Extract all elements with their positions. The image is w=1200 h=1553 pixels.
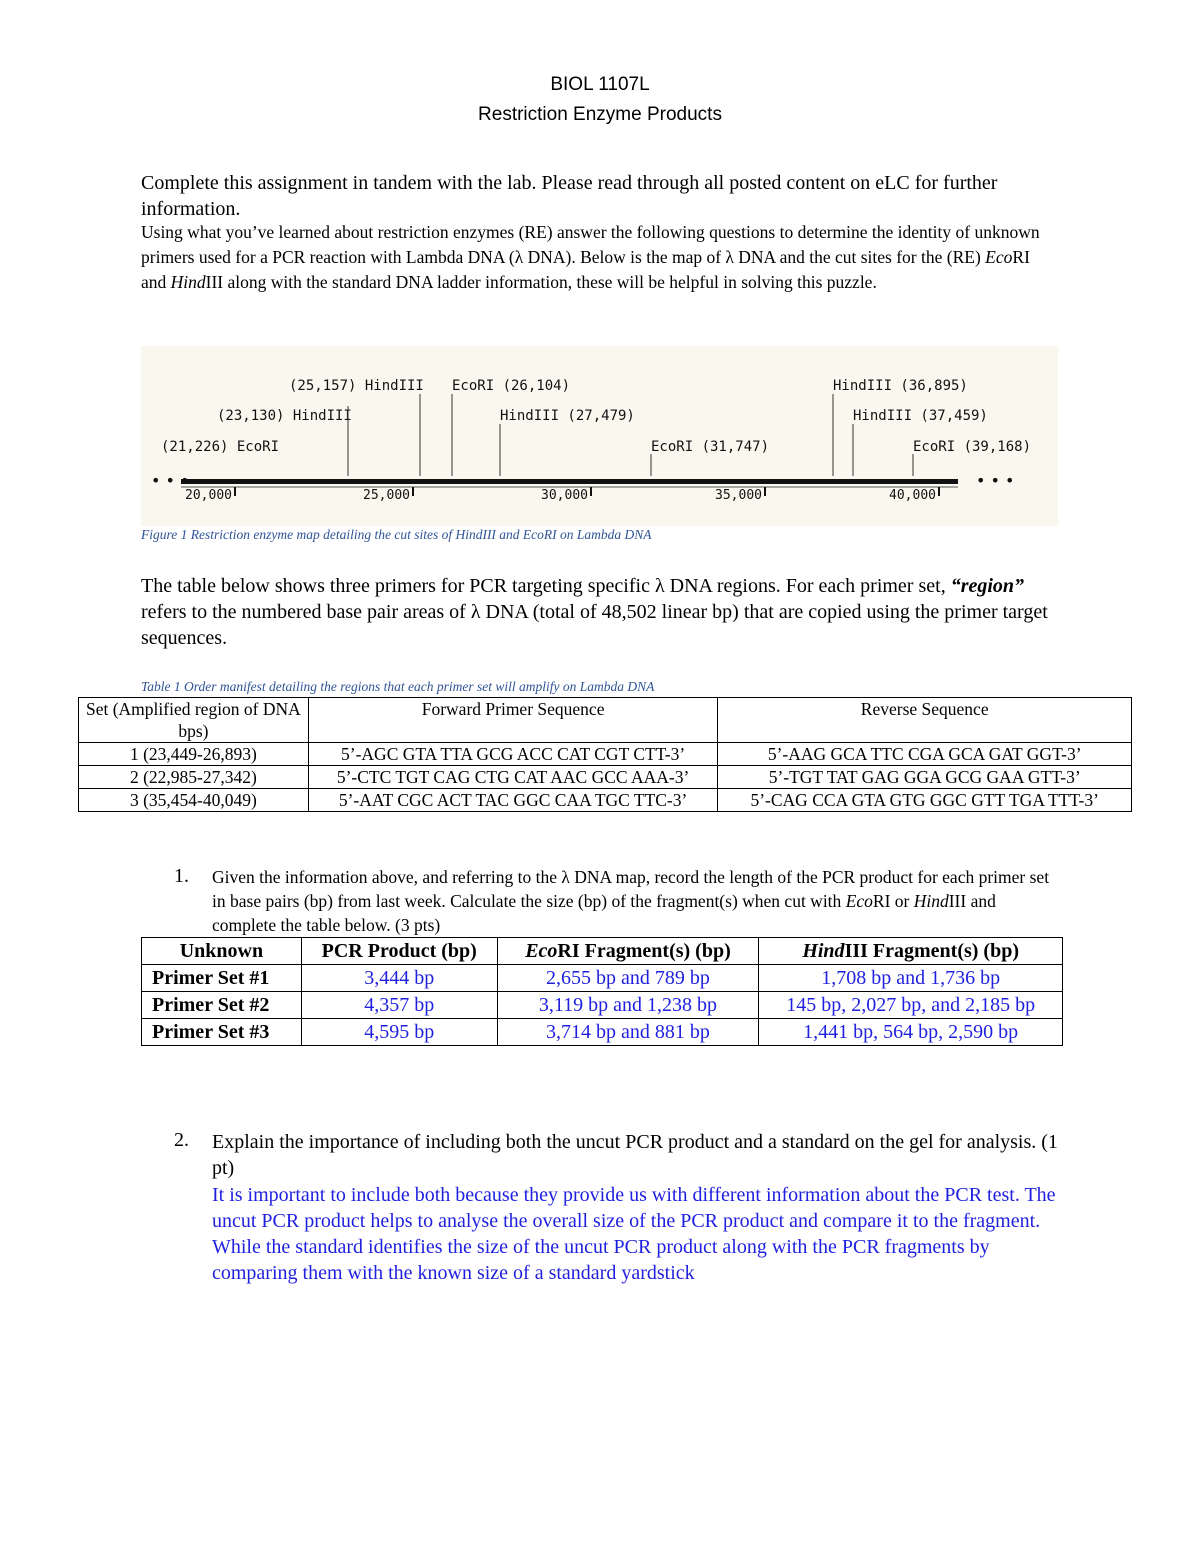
primer-set-cell: 3 (35,454-40,049) <box>79 789 309 812</box>
table-row <box>142 992 1063 1019</box>
intro-paragraph-1: Complete this assignment in tandem with the lab. Please read through all posted content on eLC for further information. <box>141 172 998 220</box>
ecori-fragment-cell: 3,714 bp and 881 bp <box>497 1019 759 1046</box>
dna-strand-bar <box>181 479 958 484</box>
primer-table <box>78 697 1132 812</box>
q1-text-c: III and complete the table below. (3 pts) <box>212 891 996 935</box>
question-1-text <box>212 865 1062 937</box>
primer-set-cell: 1 (23,449-26,893) <box>79 743 309 766</box>
header-hind-italic: Hind <box>802 940 845 962</box>
header-hind-rest: III Fragment(s) (bp) <box>844 940 1019 962</box>
primer-header-set: Set (Amplified region of DNA bps) <box>79 698 309 743</box>
region-text-b: refers to the numbered base pair areas of λ DNA (total of 48,502 linear bp) that are copied using the primer target sequences. <box>141 601 1048 649</box>
forward-seq-cell: 5’-CTC TGT CAG CTG CAT AAC GCC AAA-3’ <box>308 766 718 789</box>
map-label-37459: HindIII (37,459) <box>853 408 988 424</box>
primer-set-cell: 2 (22,985-27,342) <box>79 766 309 789</box>
question-2-answer: It is important to include both because they provide us with different information about the PCR test. The uncut PCR product helps to analyse the overall size of the PCR product and compare it to the fragment. While the standard identifies the size of the uncut PCR product along with the PCR fragments by comparing them with the known size of a standard yardstick <box>212 1184 1056 1284</box>
ecori-fragment-cell: 3,119 bp and 1,238 bp <box>497 992 759 1019</box>
fragment-table-header <box>142 938 1063 965</box>
tick-label-35000: 35,000 <box>715 488 762 503</box>
pcr-product-cell: 3,444 bp <box>301 965 497 992</box>
intro-hind: Hind <box>170 272 206 292</box>
intro-paragraph-2 <box>141 220 1056 295</box>
q1-text-a: Given the information above, and referring to the λ DNA map, record the length of the PCR product for each primer set in base pairs (bp) from last week. Calculate the size (bp) of the fragment(s) when cut with <box>212 867 1050 911</box>
restriction-map <box>141 346 1058 526</box>
table-row <box>142 1019 1063 1046</box>
map-label-21226: (21,226) EcoRI <box>161 439 280 455</box>
restriction-map-figure <box>141 346 1058 526</box>
region-paragraph <box>141 573 1056 651</box>
row-label: Primer Set #1 <box>142 965 302 992</box>
hindiii-fragment-cell: 1,708 bp and 1,736 bp <box>759 965 1063 992</box>
map-label-25157: (25,157) HindIII <box>289 378 424 394</box>
intro-text-c: III along with the standard DNA ladder information, these will be helpful in solving this puzzle. <box>205 272 877 292</box>
map-label-27479: HindIII (27,479) <box>500 408 635 424</box>
table-row <box>79 743 1132 766</box>
forward-seq-cell: 5’-AAT CGC ACT TAC GGC CAA TGC TTC-3’ <box>308 789 718 812</box>
header-eco-rest: RI Fragment(s) (bp) <box>557 940 731 962</box>
tick-label-20000: 20,000 <box>185 488 232 503</box>
question-2-text: Explain the importance of including both the uncut PCR product and a standard on the gel for analysis. (1 pt) <box>212 1131 1058 1179</box>
region-term: “region” <box>950 575 1025 597</box>
row-label: Primer Set #3 <box>142 1019 302 1046</box>
map-label-39168: EcoRI (39,168) <box>913 439 1032 455</box>
intro-eco: Eco <box>985 247 1013 267</box>
map-label-23130: (23,130) HindIII <box>217 408 352 424</box>
figure-caption: Figure 1 Restriction enzyme map detailing the cut sites of HindIII and EcoRI on Lambda DNA <box>141 527 652 542</box>
q1-hind: Hind <box>913 891 949 911</box>
region-text-a: The table below shows three primers for PCR targeting specific λ DNA regions. For each primer set, <box>141 575 951 597</box>
tick-label-30000: 30,000 <box>541 488 588 503</box>
dots-right: • • • <box>976 471 1015 490</box>
reverse-seq-cell: 5’-AAG GCA TTC CGA GCA GAT GGT-3’ <box>718 743 1132 766</box>
table-row <box>79 766 1132 789</box>
pcr-product-cell: 4,595 bp <box>301 1019 497 1046</box>
map-label-36895: HindIII (36,895) <box>833 378 968 394</box>
fragment-table <box>141 937 1063 1046</box>
tick-label-25000: 25,000 <box>363 488 410 503</box>
header-pcr-product: PCR Product (bp) <box>301 938 497 965</box>
hindiii-fragment-cell: 145 bp, 2,027 bp, and 2,185 bp <box>759 992 1063 1019</box>
question-2-number: 2. <box>174 1129 189 1151</box>
hindiii-fragment-cell: 1,441 bp, 564 bp, 2,590 bp <box>759 1019 1063 1046</box>
pcr-product-cell: 4,357 bp <box>301 992 497 1019</box>
map-label-26104: EcoRI (26,104) <box>452 378 571 394</box>
header-hindiii <box>759 938 1063 965</box>
forward-seq-cell: 5’-AGC GTA TTA GCG ACC CAT CGT CTT-3’ <box>308 743 718 766</box>
primer-header-reverse: Reverse Sequence <box>718 698 1132 743</box>
header-unknown: Unknown <box>142 938 302 965</box>
reverse-seq-cell: 5’-CAG CCA GTA GTG GGC GTT TGA TTT-3’ <box>718 789 1132 812</box>
primer-table-header <box>79 698 1132 743</box>
ecori-fragment-cell: 2,655 bp and 789 bp <box>497 965 759 992</box>
q1-eco: Eco <box>845 891 873 911</box>
reverse-seq-cell: 5’-TGT TAT GAG GGA GCG GAA GTT-3’ <box>718 766 1132 789</box>
map-label-31747: EcoRI (31,747) <box>651 439 770 455</box>
intro-text-b: RI and <box>141 247 1030 292</box>
q1-text-b: RI or <box>872 891 914 911</box>
header-eco-italic: Eco <box>525 940 558 962</box>
primer-header-forward: Forward Primer Sequence <box>308 698 718 743</box>
dots-left: • • • <box>151 471 190 490</box>
page-title: Restriction Enzyme Products <box>478 104 722 125</box>
question-1-number: 1. <box>174 865 189 887</box>
course-code: BIOL 1107L <box>550 74 650 95</box>
intro-text-a: Using what you’ve learned about restriction enzymes (RE) answer the following questions to determine the identity of unknown primers used for a PCR reaction with Lambda DNA (λ DNA). Below is the map of λ DNA and the cut sites for the (RE) <box>141 222 1040 267</box>
tick-label-40000: 40,000 <box>889 488 936 503</box>
table1-caption: Table 1 Order manifest detailing the regions that each primer set will amplify on Lambda DNA <box>141 679 655 694</box>
header-ecori <box>497 938 759 965</box>
row-label: Primer Set #2 <box>142 992 302 1019</box>
table-row <box>79 789 1132 812</box>
table-row <box>142 965 1063 992</box>
